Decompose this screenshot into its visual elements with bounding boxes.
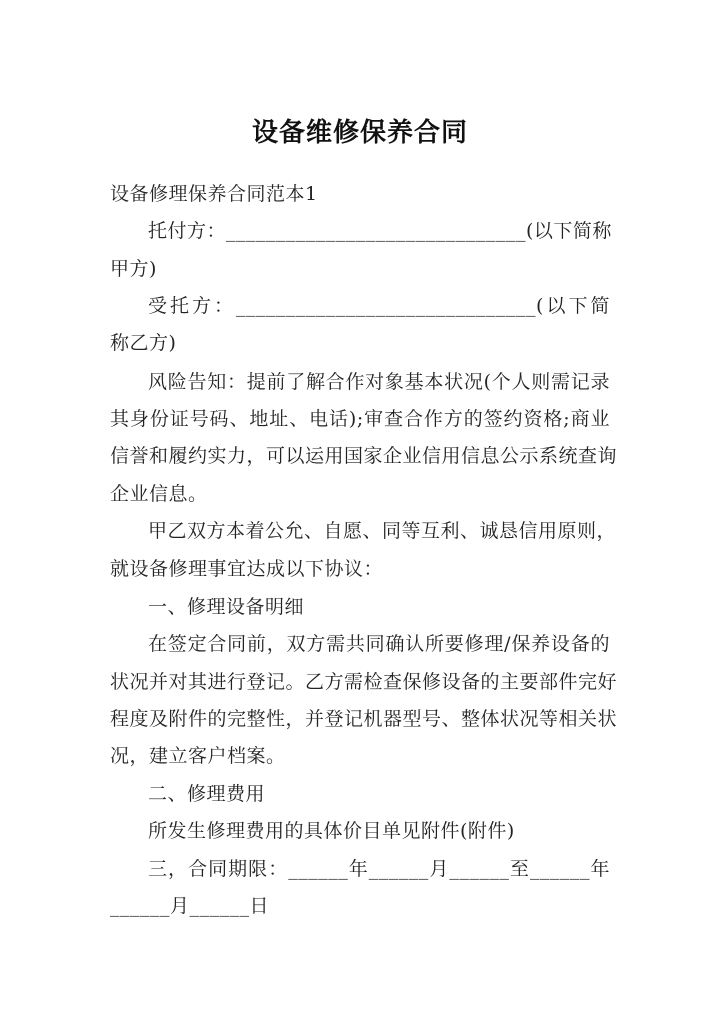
section-1-body-line-2: 状况并对其进行登记。乙方需检查保修设备的主要部件完好 — [110, 671, 618, 693]
entrusted-party-line: 受托方：______________________________(以下简 — [148, 295, 610, 317]
section-1-heading: 一、修理设备明细 — [148, 596, 305, 618]
agreement-intro-line-1: 甲乙双方本着公允、自愿、同等互利、诚恳信用原则， — [148, 520, 617, 542]
risk-notice-line-4: 企业信息。 — [110, 483, 208, 505]
section-1-body-line-3: 程度及附件的完整性，并登记机器型号、整体状况等相关状 — [110, 708, 618, 730]
template-heading: 设备修理保养合同范本1 — [110, 183, 318, 205]
section-3-term-line-cont: ______月______日 — [110, 895, 270, 917]
agreement-intro-line-2: 就设备修理事宜达成以下协议： — [110, 558, 384, 580]
section-2-heading: 二、修理费用 — [148, 783, 266, 805]
risk-notice-line-1: 风险告知：提前了解合作对象基本状况(个人则需记录 — [148, 371, 610, 393]
entrusted-party-line-cont: 称乙方) — [110, 332, 177, 354]
section-3-term-line: 三，合同期限：______年______月______至______年 — [148, 858, 610, 880]
section-2-body: 所发生修理费用的具体价目单见附件(附件) — [148, 820, 515, 842]
entrusting-party-line: 托付方：______________________________(以下简称 — [148, 220, 612, 242]
risk-notice-line-2: 其身份证号码、地址、电话);审查合作方的签约资格;商业 — [110, 408, 610, 430]
section-1-body-line-1: 在签定合同前，双方需共同确认所要修理/保养设备的 — [148, 633, 610, 655]
risk-notice-line-3: 信誉和履约实力，可以运用国家企业信用信息公示系统查询 — [110, 445, 618, 467]
section-1-body-line-4: 况，建立客户档案。 — [110, 745, 286, 767]
document-title: 设备维修保养合同 — [251, 118, 468, 148]
entrusting-party-line-cont: 甲方) — [110, 258, 157, 280]
